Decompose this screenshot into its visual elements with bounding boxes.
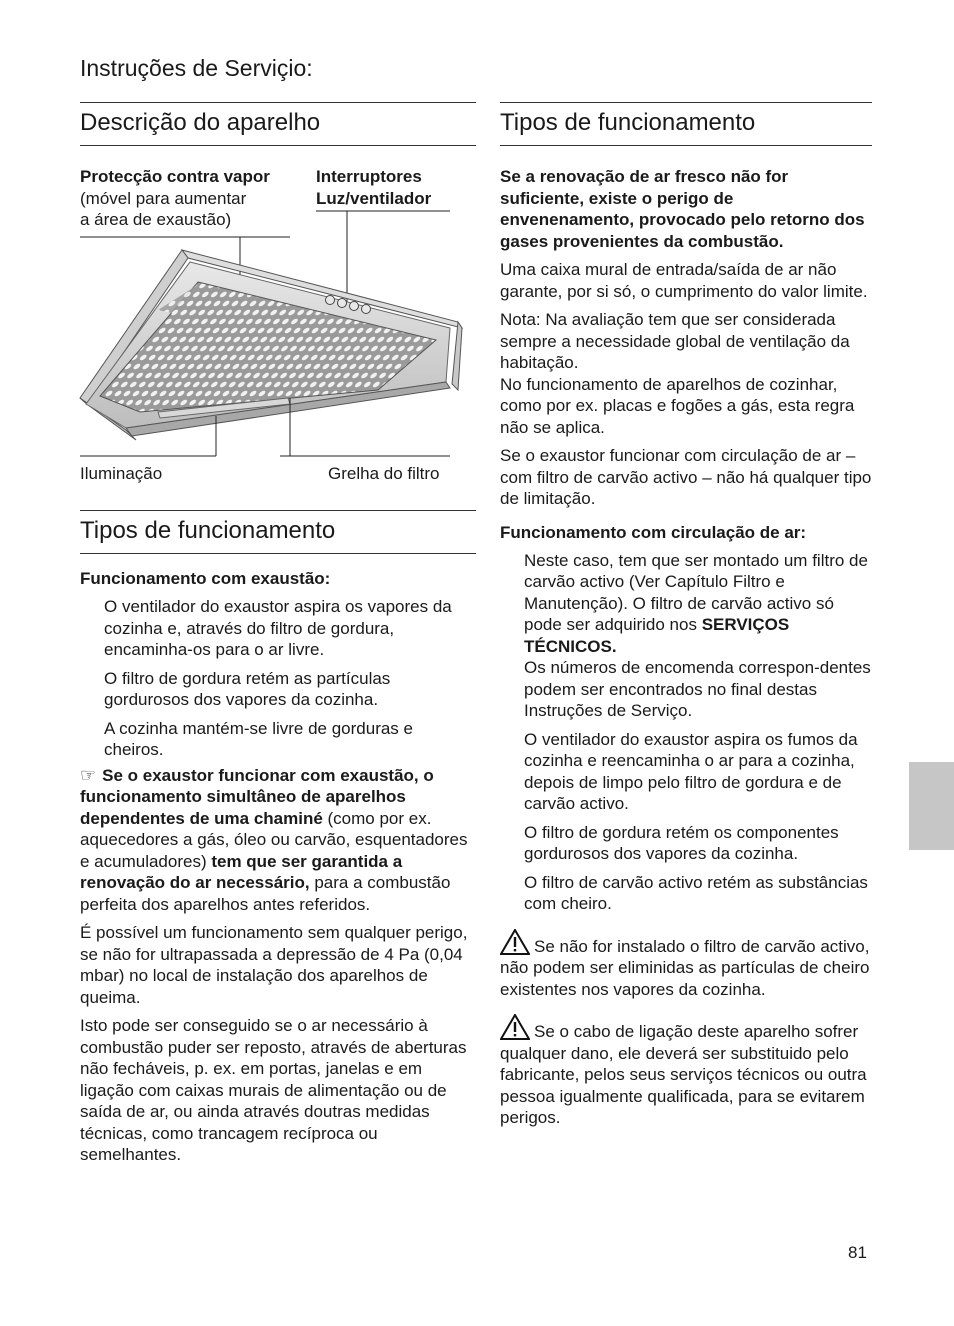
chimney-note-text-2: para a combustão perfeita dos aparelhos antes referidos.: [80, 873, 451, 914]
chimney-note-bold-2: tem que ser garantida a renovação do ar necessário,: [80, 851, 403, 892]
section-divider: [500, 102, 872, 103]
circulation-p1-text-b: Os números de encomenda correspon-dentes podem ser encontrados no final destas Instruções de Serviço.: [524, 658, 871, 720]
vapor-label-line2: (móvel para aumentar: [80, 188, 247, 208]
circulation-paragraph: Se o exaustor funcionar com circulação de ar – com filtro de carvão activo – não há qualquer tipo de limitação.: [500, 446, 872, 508]
range-hood-illustration: [78, 200, 468, 462]
exhaust-subheading: Funcionamento com exaustão:: [80, 569, 331, 588]
modes-heading-left: Tipos de funcionamento: [80, 517, 336, 544]
chimney-note: [80, 765, 470, 916]
cable-warning: [500, 1014, 872, 1129]
circulation-paragraph-3: O filtro de gordura retém os componentes gordurosos dos vapores da cozinha.: [524, 822, 839, 863]
exhaust-paragraph-3: A cozinha mantém-se livre de gorduras e cheiros.: [104, 718, 413, 759]
cable-warning-text: Se o cabo de ligação deste aparelho sofrer qualquer dano, ele deverá ser substituido pelo fabricante, pelos seus serviços técnicos ou outra pessoa igualmente qualificada, para se evitarem perigos.: [500, 1022, 867, 1127]
section-divider: [80, 510, 476, 511]
chimney-note-bold-1: Se o exaustor funcionar com exaustão, o funcionamento simultâneo de aparelhos dependentes de uma chaminé: [80, 765, 434, 828]
diagram-label-light: Iluminação: [80, 464, 163, 483]
exhaust-paragraph-1: O ventilador do exaustor aspira os vapores da cozinha e, através do filtro de gordura, encaminha-os para o ar livre.: [104, 597, 452, 659]
achieved-paragraph: Isto pode ser conseguido se o ar necessário à combustão puder ser reposto, através de aberturas não fecháveis, p. ex. em portas, janelas e em ligação com caixas murais de alimentação ou de saída de ar, ou ainda através doutras medidas técnicas, como trancagem recíproca ou semelhantes.: [80, 1016, 467, 1164]
possible-paragraph: É possível um funcionamento sem qualquer perigo, se não for ultrapassada a depressão de 4 Pa (0,04 mbar) no local de instalação dos aparelhos de queima.: [80, 923, 468, 1007]
ventilation-note: Nota: Na avaliação tem que ser considerada sempre a necessidade global de ventilação da habitação.: [500, 310, 850, 372]
circulation-subheading: Funcionamento com circulação de ar:: [500, 522, 807, 542]
switch-label-line1: Interruptores: [316, 167, 422, 186]
service-label: SERVIÇOS TÉCNICOS.: [524, 615, 790, 656]
exhaust-paragraph-2: O filtro de gordura retém as partículas gordurosos dos vapores da cozinha.: [104, 668, 391, 709]
warning-triangle-icon: [500, 929, 530, 955]
vapor-label-title: Protecção contra vapor: [80, 167, 270, 186]
ventilation-note-2: No funcionamento de aparelhos de cozinhar, como por ex. placas e fogões a gás, esta regra não se aplica.: [500, 374, 855, 437]
vapor-label-line3: a área de exaustão): [80, 210, 232, 229]
circulation-paragraph-1: [500, 550, 872, 722]
description-heading: Descrição do aparelho: [80, 109, 321, 136]
warning-triangle-icon: [500, 1014, 530, 1040]
circulation-paragraph-4: O filtro de carvão activo retém as substâncias com cheiro.: [524, 872, 868, 913]
switch-label-line2: Luz/ventilador: [316, 188, 432, 208]
carbon-filter-warning-text: Se não for instalado o filtro de carvão activo, não podem ser eliminidas as partículas de cheiro existentes nos vapores da cozinha.: [500, 936, 870, 999]
poisoning-warning: Se a renovação de ar fresco não for suficiente, existe o perigo de envenenamento, provocado pelo retorno dos gases provenientes da combustão.: [500, 167, 865, 251]
page-title: Instruções de Serviçio:: [80, 55, 313, 81]
section-divider: [80, 553, 476, 554]
pointing-hand-icon: ☞: [80, 764, 97, 785]
section-divider: [500, 145, 872, 146]
circulation-p1-text: Neste caso, tem que ser montado um filtro de carvão activo (Ver Capítulo Filtro e Manutenção). O filtro de carvão activo só pode ser adquirido nos: [524, 550, 868, 634]
circulation-paragraph-2: O ventilador do exaustor aspira os fumos da cozinha e reencaminha o ar para a cozinha, depois de limpo pelo filtro de gordura e de carvão activo.: [524, 729, 858, 813]
chapter-tab: [909, 762, 954, 850]
modes-heading-right: Tipos de funcionamento: [500, 109, 756, 136]
page-number: 81: [848, 1243, 867, 1262]
chimney-note-text-1: (como por ex. aquecedores a gás, óleo ou carvão, esquentadores e acumuladores): [80, 808, 468, 871]
right-body: [500, 166, 872, 1129]
section-divider: [80, 102, 476, 103]
carbon-filter-warning: [500, 929, 872, 1001]
wallbox-paragraph: Uma caixa mural de entrada/saída de ar não garante, por si só, o cumprimento do valor limite.: [500, 260, 868, 301]
left-body: [80, 568, 470, 1166]
section-divider: [80, 145, 476, 146]
diagram-label-filter: Grelha do filtro: [328, 464, 440, 483]
